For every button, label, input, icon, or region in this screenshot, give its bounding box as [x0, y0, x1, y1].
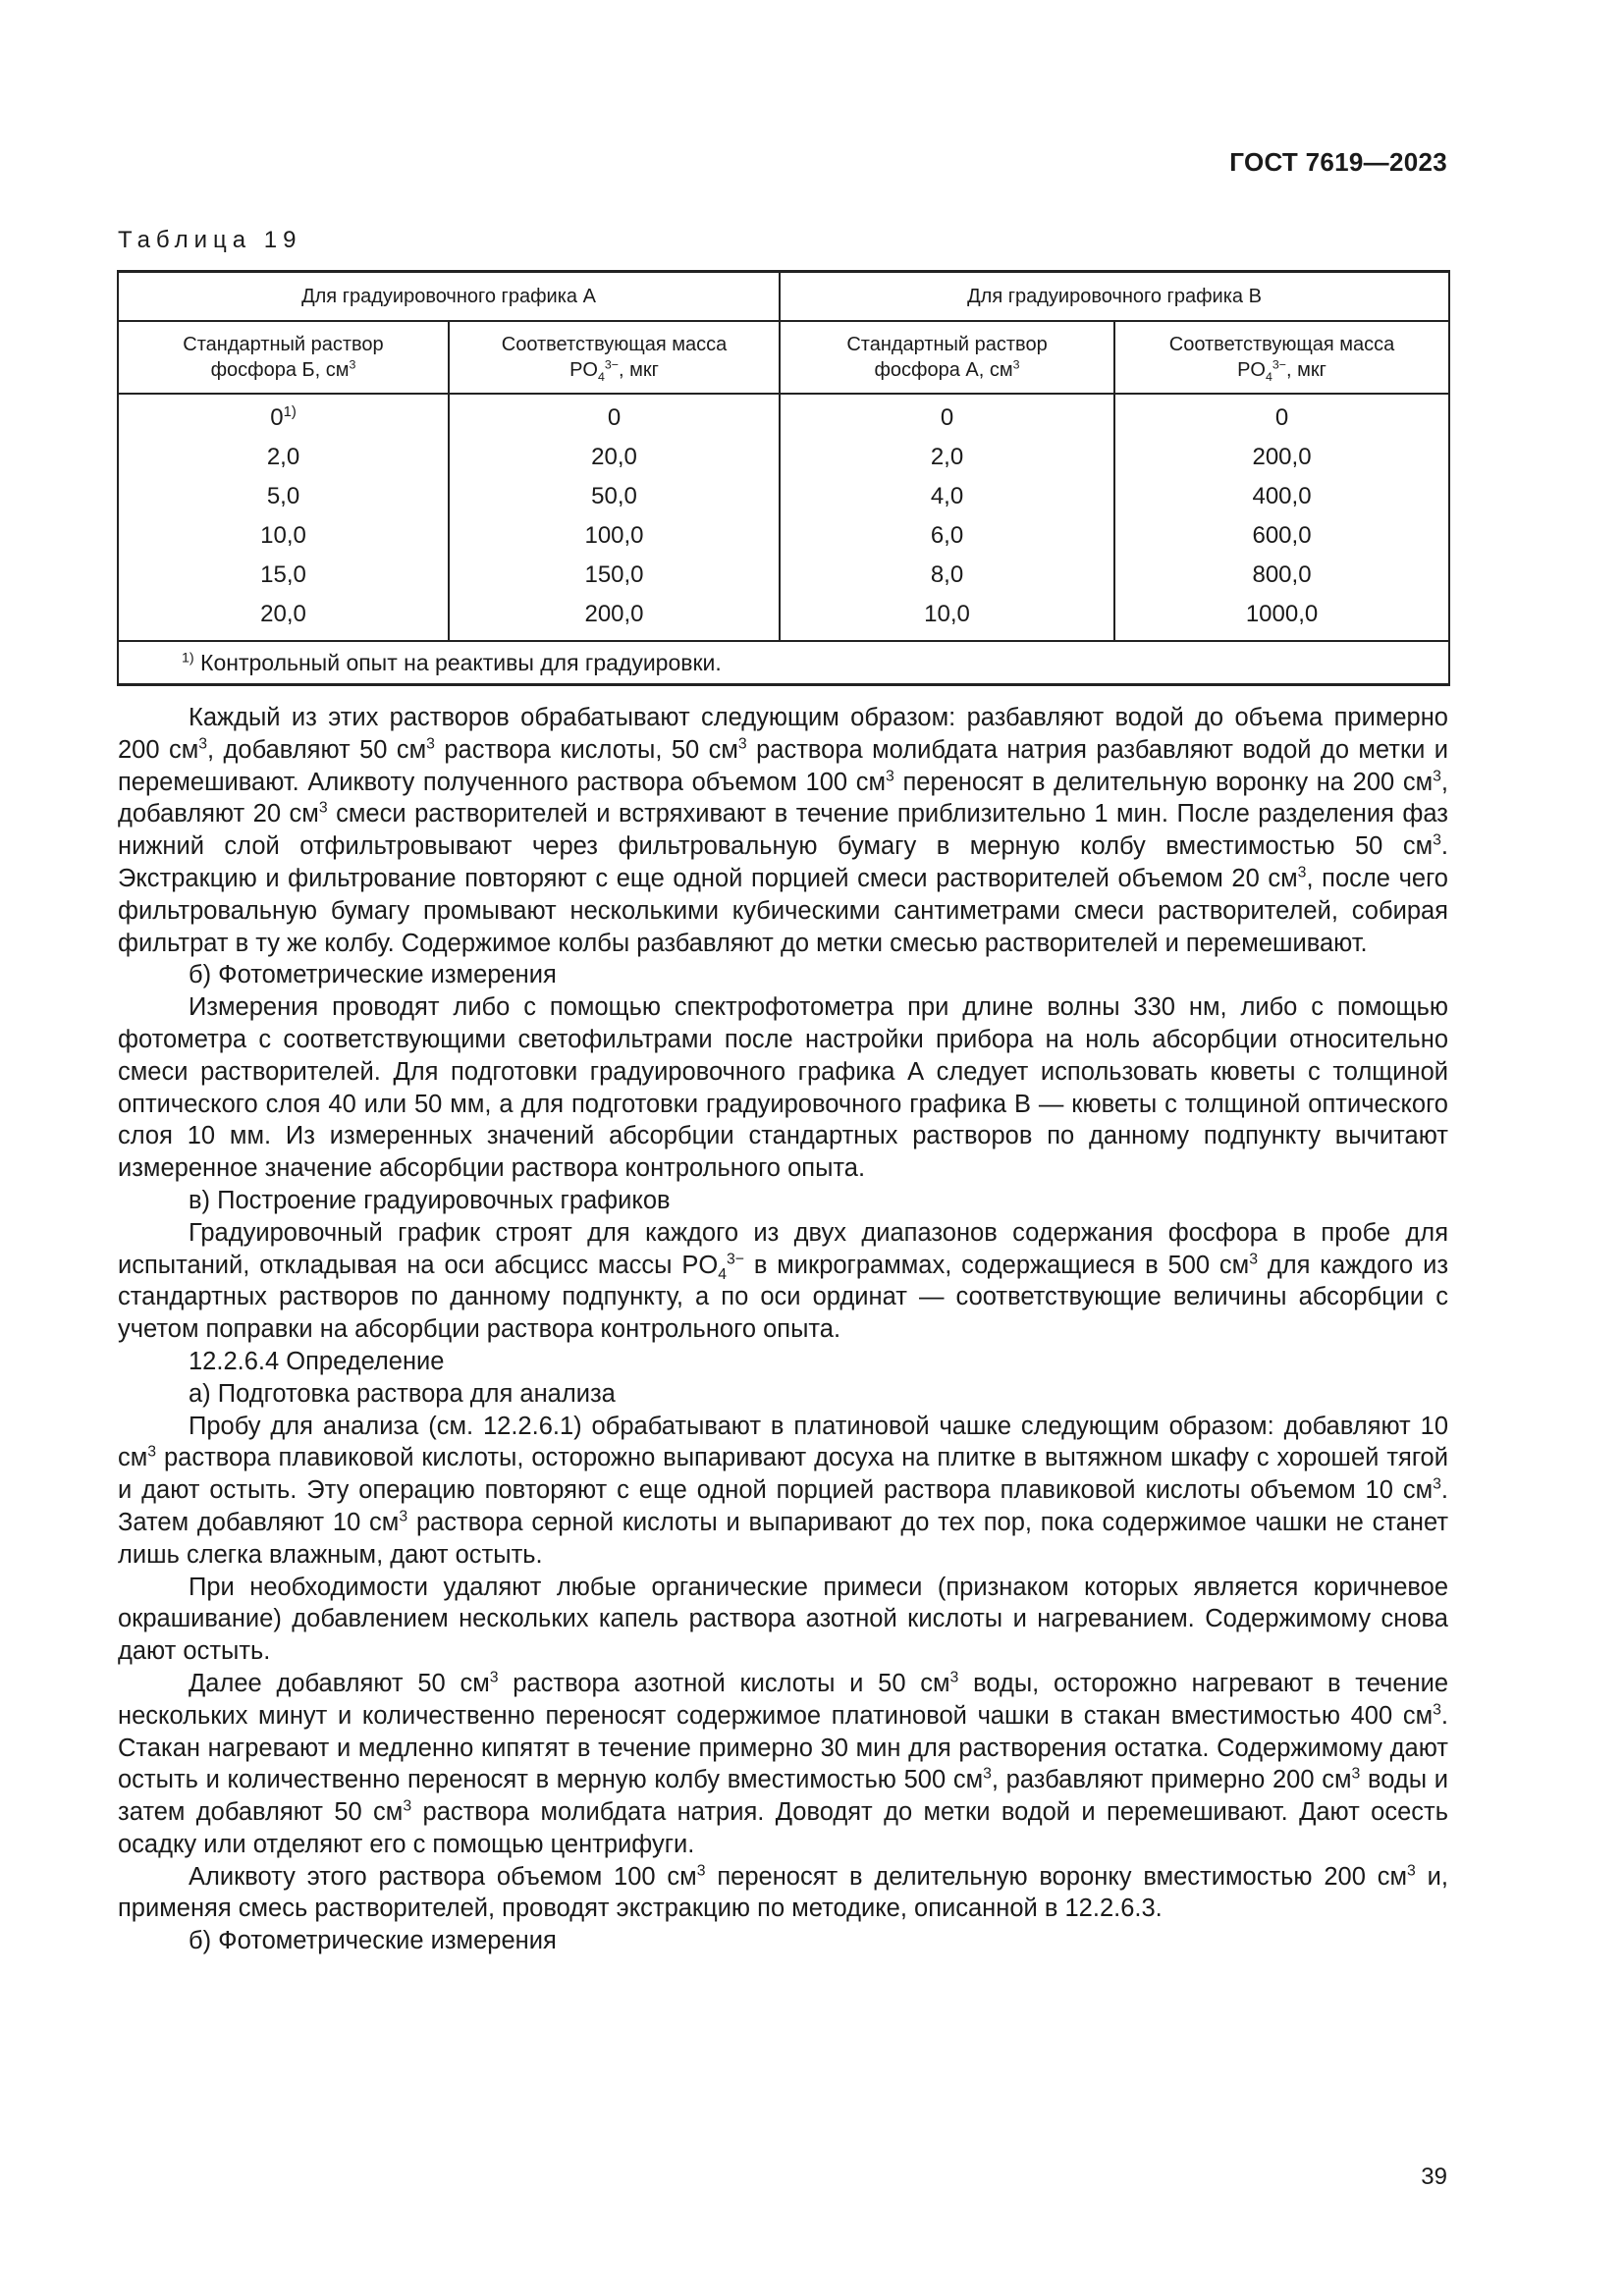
subsection-heading: в) Построение градуировочных графиков — [189, 1186, 671, 1214]
table-cell: 1000,0 — [1114, 595, 1449, 641]
calibration-table — [117, 270, 1450, 686]
column-header: Соответствующая масса $PO_4^{3-}$, мкг — [449, 321, 780, 394]
table-footnote: $^{1)}$ Контрольный опыт на реактивы для градуировки. — [118, 641, 1449, 685]
table-cell: 0 — [1114, 394, 1449, 438]
table-cell: 20,0 — [449, 438, 780, 477]
table-cell: 0 — [449, 394, 780, 438]
paragraph: Далее добавляют 50 $см^3$ раствора азотной кислоты и 50 $см^3$ воды, осторожно нагревают в течение нескольких минут и количественно переносят содержимое платиновой чашки в стакан вместимостью 400 $см^3$. Стакан нагревают и медленно кипятят в течение примерно 30 мин для растворения остатка. Содержимому дают остыть и количественно переносят в мерную колбу вместимостью 500 $см^3$, разбавляют примерно 200 $см^3$ воды и затем добавляют 50 $см^3$ раствора молибдата натрия. Доводят до метки водой и перемешивают. Дают осесть осадку или отделяют его с помощью центрифуги. — [118, 1669, 1449, 1858]
column-header: Стандартный раствор фосфора Б, $см^3$ — [118, 321, 449, 394]
table-cell: 150,0 — [449, 556, 780, 595]
table-cell: 600,0 — [1114, 516, 1449, 556]
column-header: Соответствующая масса $PO_4^{3-}$, мкг — [1114, 321, 1449, 394]
subsection-heading: б) Фотометрические измерения — [189, 961, 557, 989]
table-cell: 400,0 — [1114, 477, 1449, 516]
paragraph: Аликвоту этого раствора объемом 100 $см^3$ переносят в делительную воронку вместимостью 200 $см^3$ и, применяя смесь растворителей, проводят экстракцию по методике, описанной в 12.2.6.3. — [118, 1862, 1448, 1923]
group-header-b: Для градуировочного графика В — [780, 272, 1449, 322]
table-cell: 50,0 — [449, 477, 780, 516]
table-cell: 0 — [780, 394, 1114, 438]
table-row — [118, 438, 1449, 477]
table-row — [118, 477, 1449, 516]
table-row — [118, 516, 1449, 556]
body-text — [118, 702, 1448, 1957]
group-header-a: Для градуировочного графика А — [118, 272, 780, 322]
table-cell: 20,0 — [118, 595, 449, 641]
column-header: Стандартный раствор фосфора А, $см^3$ — [780, 321, 1114, 394]
table-cell: 2,0 — [118, 438, 449, 477]
table-row — [118, 394, 1449, 438]
paragraph: Каждый из этих растворов обрабатывают следующим образом: разбавляют водой до объема примерно 200 $см^3$, добавляют 50 $см^3$ раствора кислоты, 50 $см^3$ раствора молибдата натрия разбавляют водой до метки и перемешивают. Аликвоту полученного раствора объемом 100 $см^3$ переносят в делительную воронку на 200 $см^3$, добавляют 20 $см^3$ смеси растворителей и встряхивают в течение приблизительно 1 мин. После разделения фаз нижний слой отфильтровывают через фильтровальную бумагу в мерную колбу вместимостью 50 $см^3$. Экстракцию и фильтрование повторяют с еще одной порцией смеси растворителей объемом 20 $см^3$, после чего фильтровальную бумагу промывают несколькими кубическими сантиметрами смеси растворителей, собирая фильтрат в ту же колбу. Содержимое колбы разбавляют до метки смесью растворителей и перемешивают. — [118, 704, 1449, 957]
table-footnote-row — [118, 641, 1449, 685]
page-number: 39 — [1421, 2163, 1447, 2190]
table-cell: 10,0 — [780, 595, 1114, 641]
paragraph: Измерения проводят либо с помощью спектрофотометра при длине волны 330 нм, либо с помощью фотометра с соответствующими светофильтрами после настройки прибора на ноль абсорбции относительно смеси растворителей. Для подготовки градуировочного графика А следует использовать кюветы с толщиной оптического слоя 40 или 50 мм, а для подготовки градуировочного графика В — кюветы с толщиной оптического слоя 10 мм. Из измеренных значений абсорбции стандартных растворов по данному подпункту вычитают измеренное значение абсорбции раствора контрольного опыта. — [118, 993, 1448, 1183]
subsection-heading: б) Фотометрические измерения — [189, 1927, 557, 1955]
paragraph: Градуировочный график строят для каждого из двух диапазонов содержания фосфора в пробе для испытаний, откладывая на оси абсцисс массы $PO_4^{3-}$ в микрограммах, содержащиеся в 500 $см^3$ для каждого из стандартных растворов по данному подпункту, а по оси ординат — соответствующие величины абсорбции с учетом поправки на абсорбции раствора контрольного опыта. — [118, 1218, 1449, 1344]
table-cell: 6,0 — [780, 516, 1114, 556]
table-cell: 800,0 — [1114, 556, 1449, 595]
table-cell: 2,0 — [780, 438, 1114, 477]
subsection-heading: а) Подготовка раствора для анализа — [189, 1379, 616, 1408]
table-cell: 8,0 — [780, 556, 1114, 595]
table-cell: 100,0 — [449, 516, 780, 556]
table-cell: 10,0 — [118, 516, 449, 556]
table-caption: Таблица 19 — [118, 227, 302, 253]
table-cell: 4,0 — [780, 477, 1114, 516]
table-row — [118, 556, 1449, 595]
table-cell: 0$^{1)}$ — [118, 394, 449, 438]
paragraph: При необходимости удаляют любые органические примеси (признаком которых является коричневое окрашивание) добавлением нескольких капель раствора азотной кислоты и нагреванием. Содержимому снова дают остыть. — [118, 1573, 1448, 1666]
table-cell: 200,0 — [1114, 438, 1449, 477]
standard-designation: ГОСТ 7619—2023 — [1229, 147, 1447, 177]
paragraph: Пробу для анализа (см. 12.2.6.1) обрабатывают в платиновой чашке следующим образом: добавляют 10 $см^3$ раствора плавиковой кислоты, осторожно выпаривают досуха на плитке в вытяжном шкафу с хорошей тягой и дают остыть. Эту операцию повторяют с еще одной порцией раствора плавиковой кислоты объемом 10 $см^3$. Затем добавляют 10 $см^3$ раствора серной кислоты и выпаривают до тех пор, пока содержимое чашки не станет лишь слегка влажным, дают остыть. — [118, 1412, 1449, 1569]
table-row — [118, 595, 1449, 641]
table-cell: 5,0 — [118, 477, 449, 516]
table-cell: 200,0 — [449, 595, 780, 641]
table-cell: 15,0 — [118, 556, 449, 595]
section-heading: 12.2.6.4 Определение — [189, 1347, 445, 1375]
